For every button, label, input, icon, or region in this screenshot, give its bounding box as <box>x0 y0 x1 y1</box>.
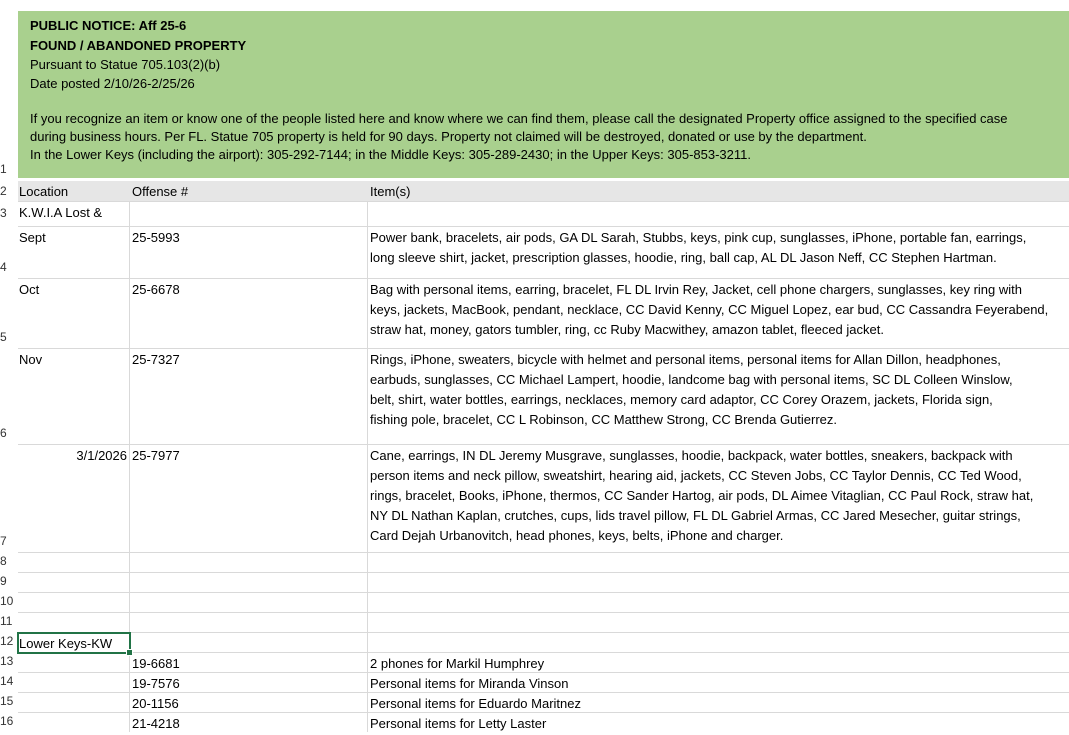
cell-offense[interactable]: 25-6678 <box>132 282 180 297</box>
notice-subtitle: FOUND / ABANDONED PROPERTY <box>30 38 247 53</box>
cell-offense[interactable]: 21-4218 <box>132 716 180 731</box>
notice-paragraph-3: In the Lower Keys (including the airport): 305-292-7144; in the Middle Keys: 305-289-2430; in the Upper Keys: 305-853-3211. <box>30 147 751 162</box>
row-header-10[interactable]: 10 <box>0 594 14 608</box>
cell-location[interactable]: Oct <box>19 282 40 297</box>
cell-location[interactable]: Sept <box>19 230 46 245</box>
row-header-16[interactable]: 16 <box>0 714 14 728</box>
cell-items[interactable] <box>368 349 1015 431</box>
item-line: NY DL Nathan Kaplan, crutches, cups, lids travel pillow, FL DL Gabriel Armas, CC Jared Mesecher, guitar strings, <box>370 508 1021 523</box>
cell-items[interactable] <box>368 279 1050 341</box>
row-header-5[interactable]: 5 <box>0 330 7 344</box>
item-line: rings, bracelet, Books, iPhone, thermos, CC Sander Hartog, air pods, DL Aimee Vitaglian, CC Paul Rock, straw hat, <box>370 488 1034 503</box>
item-line: earbuds, sunglasses, CC Michael Lampert, hoodie, landcome bag with personal items, SC DL Colleen Winslow, <box>370 372 1013 387</box>
header-location[interactable]: Location <box>19 184 69 199</box>
cell-items[interactable] <box>368 445 1035 547</box>
item-line: Card Dejah Urbanovitch, head phones, keys, belts, iPhone and charger. <box>370 528 784 543</box>
cell-items[interactable]: Personal items for Letty Laster <box>370 716 547 731</box>
item-line: Bag with personal items, earring, bracelet, FL DL Irvin Rey, Jacket, cell phone chargers, sunglasses, key ring with <box>370 282 1022 297</box>
item-line: long sleeve shirt, jacket, prescription glasses, hoodie, ring, ball cap, AL DL Jason Neff, CC Stephen Hartman. <box>370 250 997 265</box>
cell-offense[interactable]: 19-7576 <box>132 676 180 691</box>
cell-offense[interactable]: 25-5993 <box>132 230 180 245</box>
notice-title: PUBLIC NOTICE: Aff 25-6 <box>30 18 187 33</box>
cell-items[interactable]: Personal items for Miranda Vinson <box>370 676 569 691</box>
row-header-1[interactable]: 1 <box>0 162 7 176</box>
row-header-12[interactable]: 12 <box>0 634 14 648</box>
header-items[interactable]: Item(s) <box>370 184 411 199</box>
row-header-13[interactable]: 13 <box>0 654 14 668</box>
cell-offense[interactable]: 25-7327 <box>132 352 180 367</box>
row-header-9[interactable]: 9 <box>0 574 7 588</box>
item-line: Power bank, bracelets, air pods, GA DL Sarah, Stubbs, keys, pink cup, sunglasses, iPhone, portable fan, earrings, <box>370 230 1027 245</box>
cell-location-selected[interactable]: Lower Keys-KW <box>19 636 113 651</box>
cell-items[interactable]: Personal items for Eduardo Maritnez <box>370 696 581 711</box>
notice-paragraph-1: If you recognize an item or know one of the people listed here and know where we can find them, please call the designated Property office assigned to the specified case <box>30 111 1008 126</box>
cell-offense[interactable]: 25-7977 <box>132 448 180 463</box>
row-header-4[interactable]: 4 <box>0 260 7 274</box>
item-line: person items and neck pillow, sweatshirt, hearing aid, jackets, CC Steven Jobs, CC Taylor Dennis, CC Ted Wood, <box>370 468 1022 483</box>
row-header-2[interactable]: 2 <box>0 184 7 198</box>
cell-items[interactable] <box>368 227 1028 269</box>
cell-location[interactable]: Nov <box>19 352 43 367</box>
item-line: Rings, iPhone, sweaters, bicycle with helmet and personal items, personal items for Allan Dillon, headphones, <box>370 352 1001 367</box>
row-header-7[interactable]: 7 <box>0 534 7 548</box>
public-notice-banner[interactable] <box>18 11 1069 178</box>
item-line: Cane, earrings, IN DL Jeremy Musgrave, sunglasses, hoodie, backpack, water bottles, sneakers, backpack with <box>370 448 1013 463</box>
row-header-15[interactable]: 15 <box>0 694 14 708</box>
notice-statute: Pursuant to Statue 705.103(2)(b) <box>30 57 221 72</box>
cell-items[interactable]: 2 phones for Markil Humphrey <box>370 656 545 671</box>
row-header-3[interactable]: 3 <box>0 206 7 220</box>
cell-offense[interactable]: 19-6681 <box>132 656 180 671</box>
notice-paragraph-2: during business hours. Per FL. Statue 705 property is held for 90 days. Property not claimed will be destroyed, donated or use by the department. <box>30 129 867 144</box>
cell-location-date[interactable]: 3/1/2026 <box>76 448 127 463</box>
notice-date-posted: Date posted 2/10/26-2/25/26 <box>30 76 195 91</box>
row-header-8[interactable]: 8 <box>0 554 7 568</box>
item-line: fishing pole, bracelet, CC L Robinson, CC Matthew Strong, CC Brenda Gutierrez. <box>370 412 838 427</box>
row-header-6[interactable]: 6 <box>0 426 7 440</box>
item-line: belt, shirt, water bottles, earrings, necklaces, memory card adaptor, CC Corey Orazem, jackets, Florida sign, <box>370 392 993 407</box>
row-header-14[interactable]: 14 <box>0 674 14 688</box>
row-header-11[interactable]: 11 <box>0 614 13 628</box>
item-line: straw hat, money, gators tumbler, ring, cc Ruby Macwithey, amazon tablet, fleeced jacket. <box>370 322 884 337</box>
item-line: keys, jackets, MacBook, pendant, necklace, CC David Kenny, CC Miguel Lopez, ear bud, CC Cassandra Feyerabend, <box>370 302 1049 317</box>
cell-offense[interactable]: 20-1156 <box>132 696 179 711</box>
header-offense[interactable]: Offense # <box>132 184 189 199</box>
cell-location[interactable]: K.W.I.A Lost & <box>19 205 103 220</box>
